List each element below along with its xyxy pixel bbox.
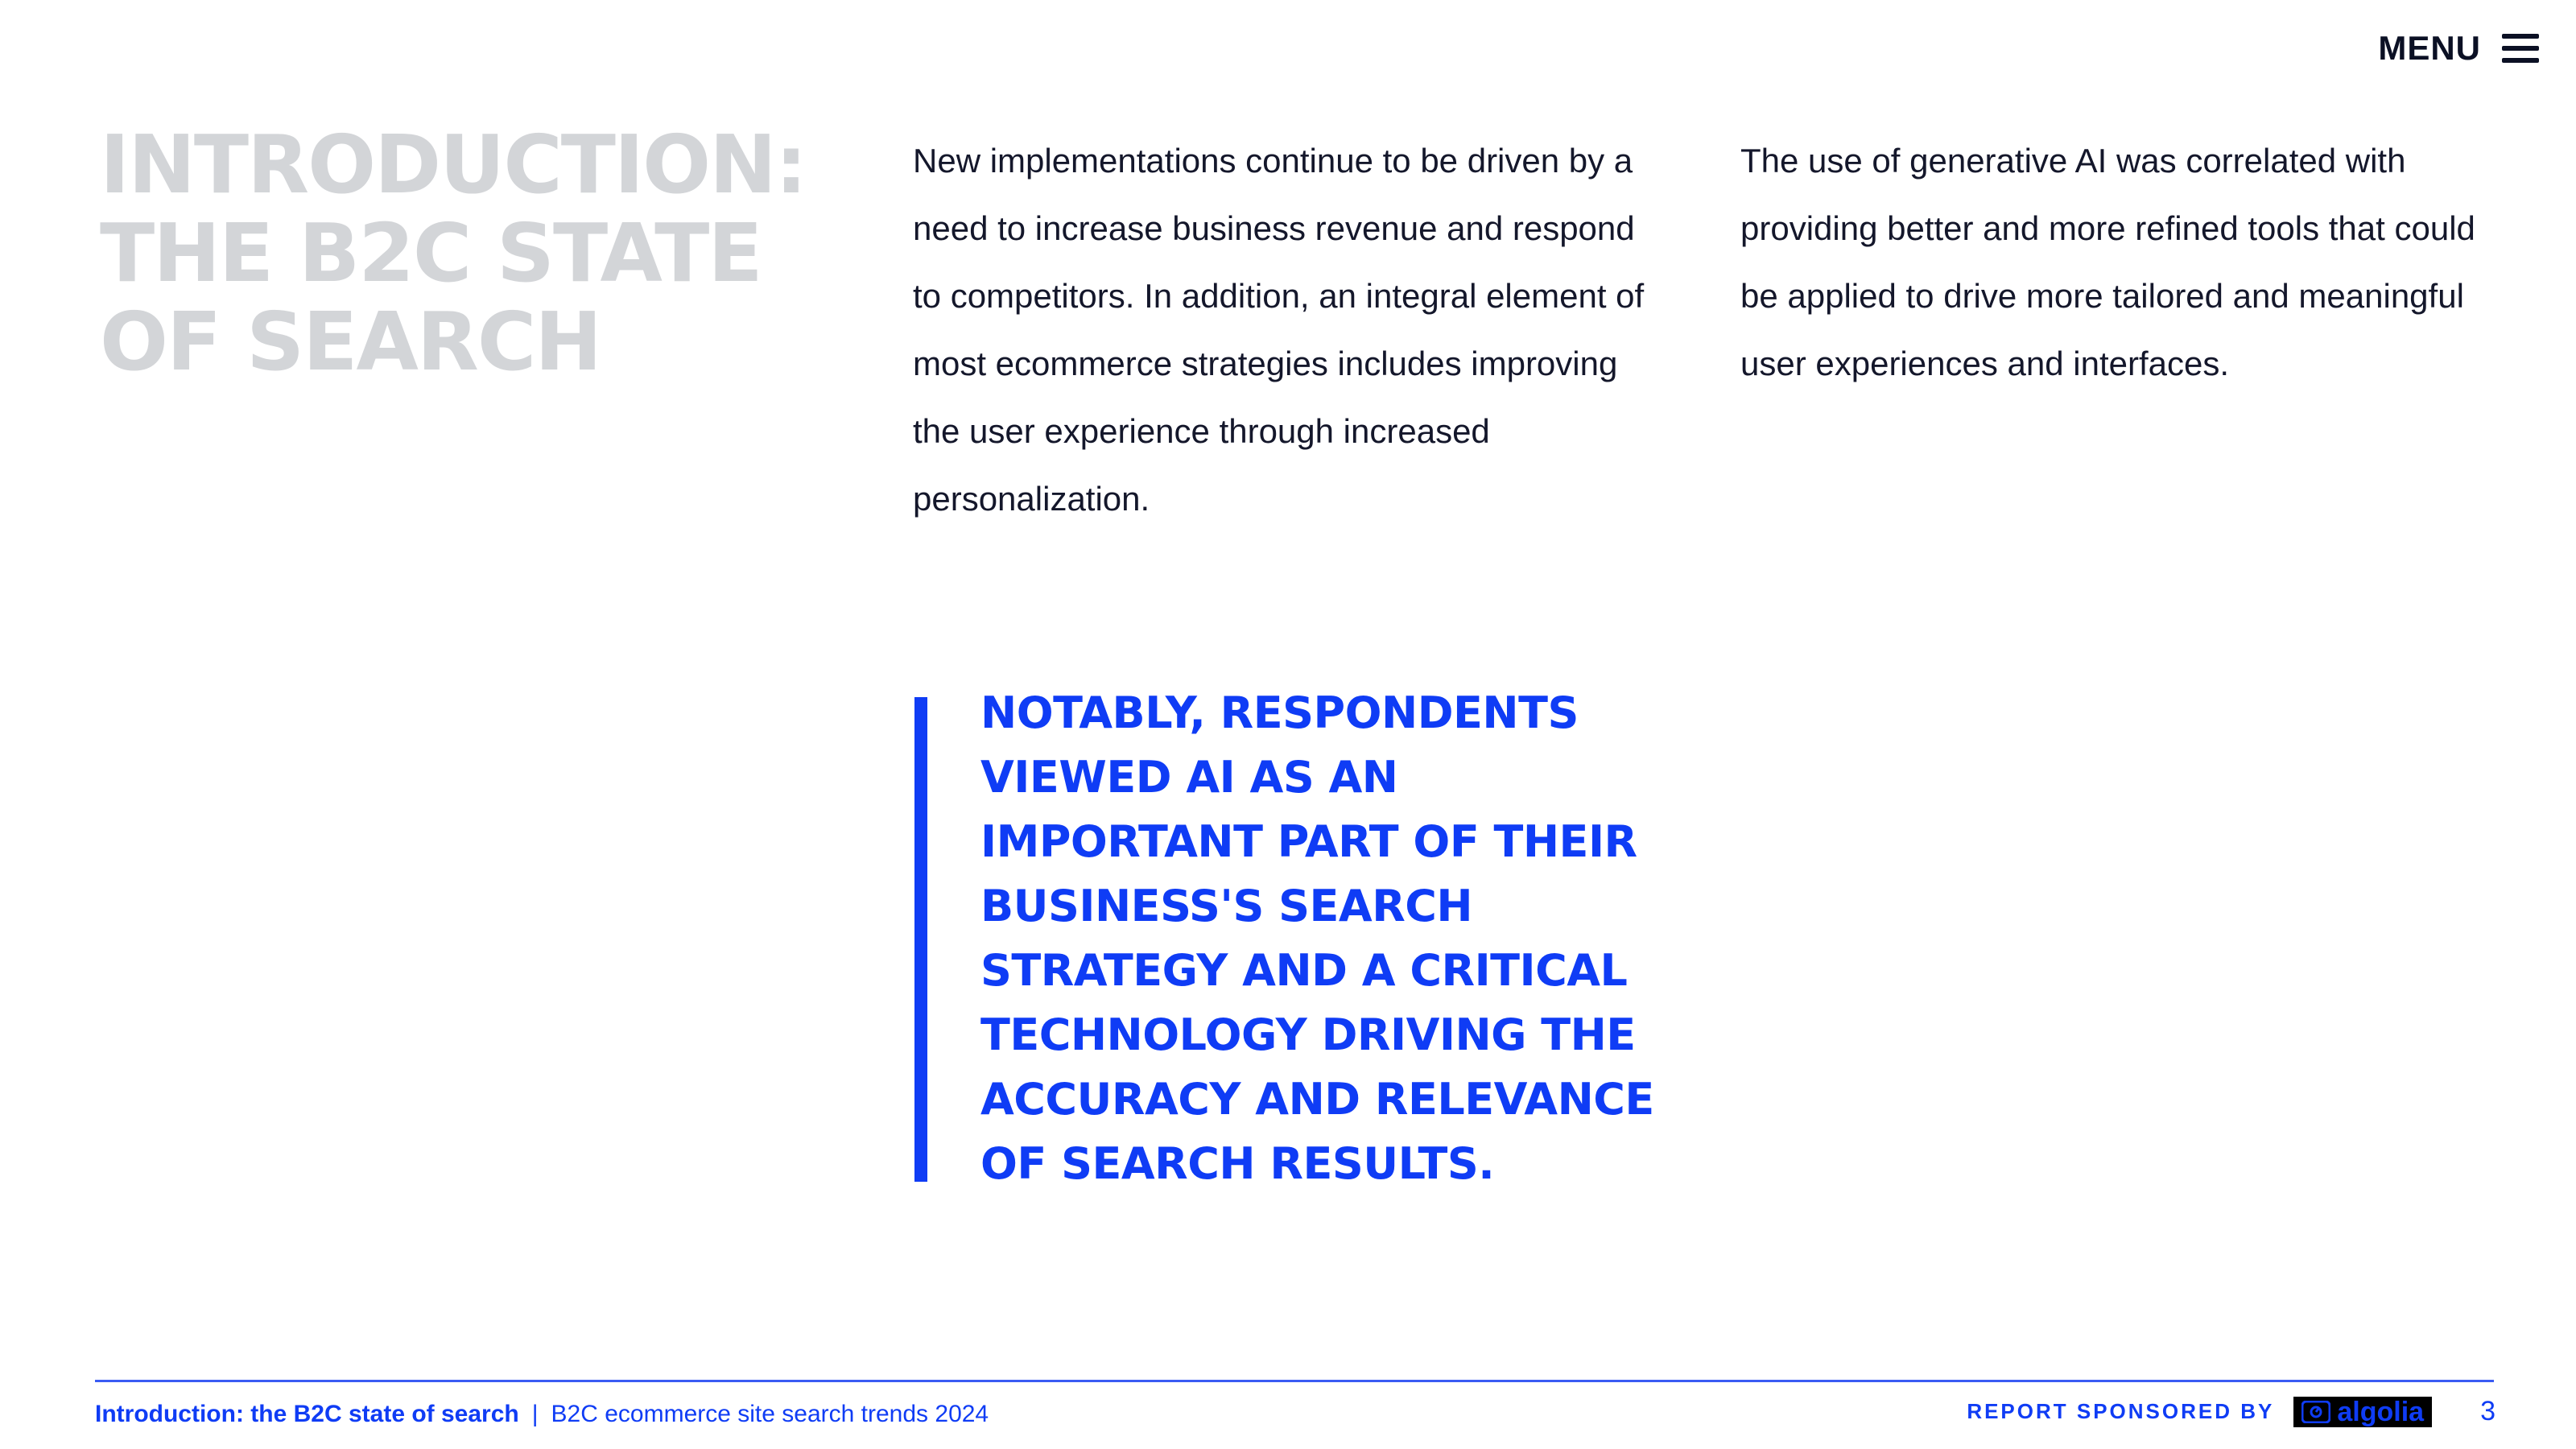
body-paragraph-1: New implementations continue to be driven by a need to increase business revenue and respond to competitors. In addition, an integral element of most ecommerce strategies includes improving the user experience through increased personalization.	[913, 142, 1645, 518]
pull-quote-line: STRATEGY AND A CRITICAL	[980, 945, 1628, 996]
pull-quote-line: TECHNOLOGY DRIVING THE	[980, 1009, 1636, 1060]
algolia-mark-icon	[2301, 1401, 2330, 1423]
menu-label: MENU	[2378, 29, 2481, 67]
page-number: 3	[2480, 1396, 2496, 1426]
page-title	[100, 118, 824, 389]
sponsor-label: REPORT SPONSORED BY	[1967, 1399, 2275, 1423]
pull-quote-line: IMPORTANT PART OF THEIR	[980, 816, 1637, 867]
menu-button[interactable]	[2378, 29, 2539, 68]
pull-quote-line: BUSINESS'S SEARCH	[980, 881, 1473, 931]
page-title-line: THE B2C STATE	[100, 206, 762, 300]
footer-report-title: B2C ecommerce site search trends 2024	[551, 1401, 989, 1427]
footer-separator: |	[531, 1401, 539, 1427]
algolia-wordmark: algolia	[2337, 1396, 2425, 1427]
pull-quote-line: NOTABLY, RESPONDENTS	[980, 687, 1579, 738]
page-title-line: INTRODUCTION:	[100, 118, 806, 212]
body-paragraph-2: The use of generative AI was correlated with providing better and more refined tools that could be applied to drive more tailored and meaningful user experiences and interfaces.	[1740, 142, 2475, 382]
footer-section-link[interactable]: Introduction: the B2C state of search	[95, 1401, 519, 1427]
algolia-logo[interactable]	[2293, 1397, 2432, 1427]
pull-quote	[980, 681, 1737, 1196]
pull-quote-line: ACCURACY AND RELEVANCE	[980, 1074, 1654, 1125]
pull-quote-line: VIEWED AI AS AN	[980, 752, 1398, 803]
footer-sponsor	[1967, 1396, 2496, 1427]
footer-divider	[95, 1380, 2494, 1382]
hamburger-menu-icon	[2502, 34, 2539, 63]
pull-quote-bar	[914, 697, 927, 1182]
page-title-line: OF SEARCH	[100, 295, 601, 389]
footer-breadcrumb	[95, 1401, 989, 1428]
pull-quote-line: OF SEARCH RESULTS.	[980, 1138, 1495, 1189]
